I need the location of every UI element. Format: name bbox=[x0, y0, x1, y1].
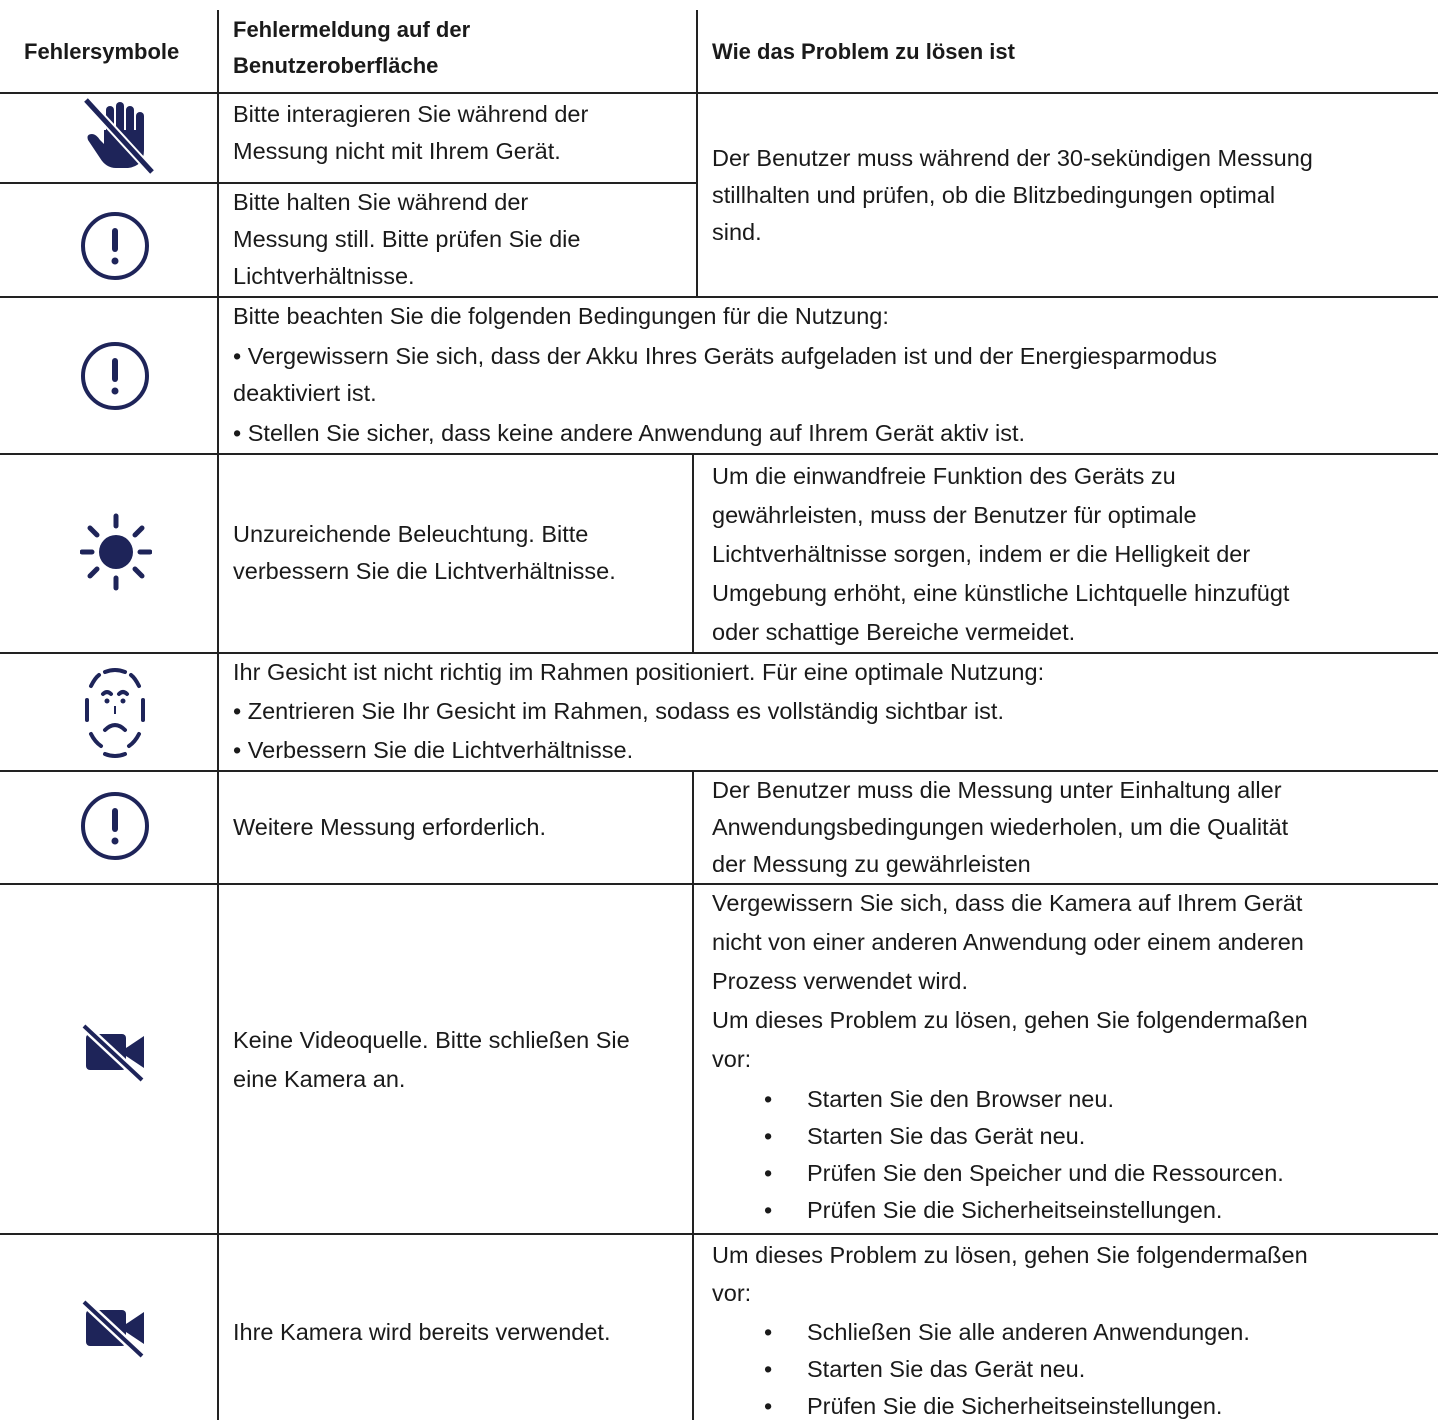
row4-solution-line2: gewährleisten, muss der Benutzer für optimale bbox=[712, 502, 1197, 528]
row2-message-line3: Lichtverhältnisse. bbox=[233, 263, 415, 289]
header-symbols: Fehlersymbole bbox=[24, 39, 180, 64]
row4-solution-line4: Umgebung erhöht, eine künstliche Lichtquelle hinzufügt bbox=[712, 580, 1290, 606]
row5-message-line1: Ihr Gesicht ist nicht richtig im Rahmen positioniert. Für eine optimale Nutzung: bbox=[233, 659, 1045, 685]
row3-divider bbox=[0, 453, 1438, 455]
header-divider bbox=[0, 92, 1438, 94]
row7-message-line2: eine Kamera an. bbox=[233, 1066, 406, 1092]
face-frame-icon bbox=[79, 664, 151, 764]
list-bullet: • bbox=[764, 1393, 773, 1419]
row7-solution-line4: Um dieses Problem zu lösen, gehen Sie folgendermaßen bbox=[712, 1007, 1308, 1033]
row4-solution-line5: oder schattige Bereiche vermeidet. bbox=[712, 619, 1076, 645]
col-divider-2-top bbox=[696, 10, 698, 92]
row3-message-line1: Bitte beachten Sie die folgenden Bedingungen für die Nutzung: bbox=[233, 303, 889, 329]
row7-solution-line5: vor: bbox=[712, 1046, 752, 1072]
row4-message-line1: Unzureichende Beleuchtung. Bitte bbox=[233, 521, 589, 547]
row4-solution-line3: Lichtverhältnisse sorgen, indem er die Helligkeit der bbox=[712, 541, 1251, 567]
list-bullet: • bbox=[764, 1356, 773, 1382]
row5-message-line2: • Zentrieren Sie Ihr Gesicht im Rahmen, sodass es vollständig sichtbar ist. bbox=[233, 698, 1004, 724]
exclamation-circle-icon bbox=[79, 210, 151, 282]
row6-message-line1: Weitere Messung erforderlich. bbox=[233, 814, 547, 840]
row1-message-line1: Bitte interagieren Sie während der bbox=[233, 101, 589, 127]
col-divider-2-rows78 bbox=[692, 883, 694, 1420]
header-message-line1: Fehlermeldung auf der bbox=[233, 17, 471, 42]
row3-message-line3: deaktiviert ist. bbox=[233, 380, 377, 406]
row5-message-line3: • Verbessern Sie die Lichtverhältnisse. bbox=[233, 737, 634, 763]
row7-message-line1: Keine Videoquelle. Bitte schließen Sie bbox=[233, 1027, 630, 1053]
row8-message-line1: Ihre Kamera wird bereits verwendet. bbox=[233, 1319, 611, 1345]
col-divider-1-top bbox=[217, 10, 219, 92]
no-touch-hand-icon bbox=[80, 96, 156, 176]
list-item: Starten Sie das Gerät neu. bbox=[807, 1356, 1086, 1382]
row12-solution-line2: stillhalten und prüfen, ob die Blitzbedingungen optimal bbox=[712, 182, 1276, 208]
exclamation-circle-icon bbox=[79, 340, 151, 412]
row12-solution-line1: Der Benutzer muss während der 30-sekündigen Messung bbox=[712, 145, 1313, 171]
row6-solution-line2: Anwendungsbedingungen wiederholen, um die Qualität bbox=[712, 814, 1289, 840]
col-divider-2-row6 bbox=[692, 770, 694, 883]
list-item: Prüfen Sie die Sicherheitseinstellungen. bbox=[807, 1197, 1223, 1223]
row7-solution-line2: nicht von einer anderen Anwendung oder einem anderen bbox=[712, 929, 1304, 955]
row12-solution-line3: sind. bbox=[712, 219, 762, 245]
sun-icon bbox=[80, 512, 152, 592]
row7-solution-line3: Prozess verwendet wird. bbox=[712, 968, 968, 994]
exclamation-circle-icon bbox=[79, 790, 151, 862]
list-bullet: • bbox=[764, 1123, 773, 1149]
col-divider-2-rows12 bbox=[696, 92, 698, 296]
row1-message-line2: Messung nicht mit Ihrem Gerät. bbox=[233, 138, 561, 164]
list-bullet: • bbox=[764, 1319, 773, 1345]
list-item: Starten Sie das Gerät neu. bbox=[807, 1123, 1086, 1149]
list-bullet: • bbox=[764, 1160, 773, 1186]
col-divider-1 bbox=[217, 92, 219, 1420]
row2-message-line2: Messung still. Bitte prüfen Sie die bbox=[233, 226, 581, 252]
row3-message-line2: • Vergewissern Sie sich, dass der Akku Ihres Geräts aufgeladen ist und der Energiesparmodus bbox=[233, 343, 1218, 369]
list-bullet: • bbox=[764, 1086, 773, 1112]
row2-message-line1: Bitte halten Sie während der bbox=[233, 189, 529, 215]
row8-solution-line1: Um dieses Problem zu lösen, gehen Sie folgendermaßen bbox=[712, 1242, 1308, 1268]
list-item: Schließen Sie alle anderen Anwendungen. bbox=[807, 1319, 1250, 1345]
header-solution: Wie das Problem zu lösen ist bbox=[712, 39, 1015, 64]
list-item: Prüfen Sie den Speicher und die Ressourcen. bbox=[807, 1160, 1284, 1186]
header-message-line2: Benutzeroberfläche bbox=[233, 53, 439, 78]
row6-solution-line1: Der Benutzer muss die Messung unter Einhaltung aller bbox=[712, 777, 1282, 803]
camera-off-icon bbox=[80, 1022, 150, 1082]
list-bullet: • bbox=[764, 1197, 773, 1223]
col-divider-2-row4 bbox=[692, 453, 694, 652]
row7-solution-line1: Vergewissern Sie sich, dass die Kamera auf Ihrem Gerät bbox=[712, 890, 1303, 916]
row3-message-line4: • Stellen Sie sicher, dass keine andere Anwendung auf Ihrem Gerät aktiv ist. bbox=[233, 420, 1026, 446]
row4-message-line2: verbessern Sie die Lichtverhältnisse. bbox=[233, 558, 616, 584]
row7-divider bbox=[0, 1233, 1438, 1235]
camera-off-icon bbox=[80, 1298, 150, 1358]
row6-solution-line3: der Messung zu gewährleisten bbox=[712, 851, 1031, 877]
list-item: Prüfen Sie die Sicherheitseinstellungen. bbox=[807, 1393, 1223, 1419]
row8-solution-line2: vor: bbox=[712, 1280, 752, 1306]
list-item: Starten Sie den Browser neu. bbox=[807, 1086, 1114, 1112]
row4-solution-line1: Um die einwandfreie Funktion des Geräts zu bbox=[712, 463, 1176, 489]
